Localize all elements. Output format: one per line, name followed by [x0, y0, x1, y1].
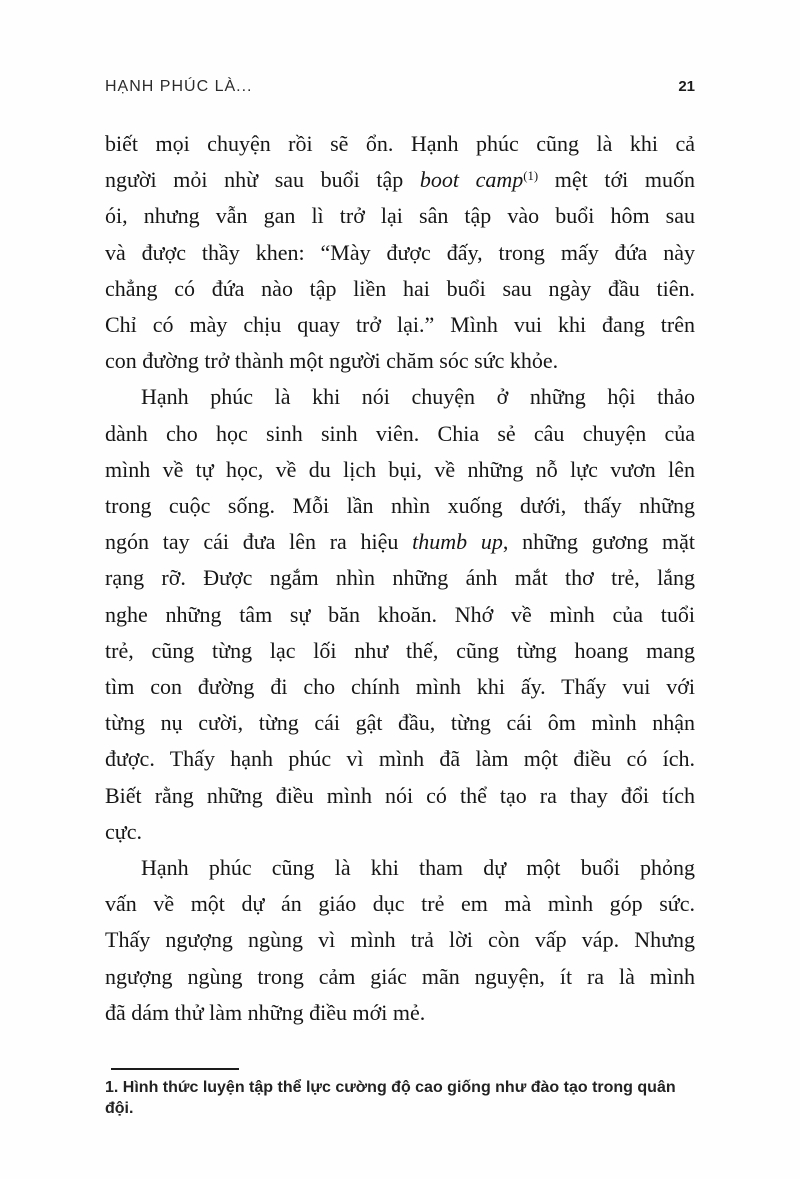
body-line	[105, 741, 695, 777]
footnote-ref: (1)	[523, 169, 539, 184]
text-run: cực.	[105, 818, 142, 844]
text-run: chẳng có đứa nào tập liền hai buổi sau ngày đầu tiên.	[105, 275, 695, 301]
text-run: ngón tay cái đưa lên ra hiệu	[105, 529, 413, 555]
text-run: Chỉ có mày chịu quay trở lại.” Mình vui khi đang trên	[105, 312, 695, 338]
body-line	[105, 416, 695, 452]
text-run: con đường trở thành một người chăm sóc sức khỏe.	[105, 348, 559, 374]
body-line	[105, 524, 695, 560]
text-run: đã dám thử làm những điều mới mẻ.	[105, 999, 426, 1025]
text-run: và được thầy khen: “Mày được đấy, trong mấy đứa này	[105, 239, 695, 265]
text-run: trong cuộc sống. Mỗi lần nhìn xuống dưới, thấy những	[105, 493, 695, 519]
body-line	[105, 886, 695, 922]
text-run: mệt tới muốn	[538, 167, 695, 193]
running-title: HẠNH PHÚC LÀ...	[105, 78, 253, 95]
text-run: , những gương mặt	[502, 529, 695, 555]
body-line	[105, 126, 695, 162]
text-run: dành cho học sinh sinh viên. Chia sẻ câu chuyện của	[105, 420, 695, 446]
body-line	[105, 669, 695, 705]
body-line	[105, 198, 695, 234]
text-run: nghe những tâm sự băn khoăn. Nhớ về mình của tuổi	[105, 601, 695, 627]
page-header	[105, 78, 695, 96]
body-line	[105, 814, 695, 850]
text-run: vấn về một dự án giáo dục trẻ em mà mình góp sức.	[105, 891, 695, 917]
body-line	[105, 959, 695, 995]
text-run: người mỏi nhừ sau buổi tập	[105, 167, 420, 193]
body-line	[105, 488, 695, 524]
text-run: trẻ, cũng từng lạc lối như thế, cũng từng hoang mang	[105, 637, 695, 663]
text-run: ngượng ngùng trong cảm giác mãn nguyện, ít ra là mình	[105, 963, 695, 989]
text-run: biết mọi chuyện rồi sẽ ổn. Hạnh phúc cũng là khi cả	[105, 131, 695, 156]
body-text	[105, 126, 695, 1031]
body-line	[105, 271, 695, 307]
footnote-section	[105, 1068, 695, 1119]
body-line	[105, 922, 695, 958]
page-number: 21	[678, 78, 695, 95]
body-line	[105, 850, 695, 886]
body-line	[105, 162, 695, 198]
italic-phrase: boot camp	[419, 167, 524, 193]
text-run: Thấy ngượng ngùng vì mình trả lời còn vấp váp. Nhưng	[105, 927, 695, 953]
text-run: Biết rằng những điều mình nói có thể tạo ra thay đổi tích	[105, 782, 695, 808]
text-run: được. Thấy hạnh phúc vì mình đã làm một điều có ích.	[105, 746, 695, 772]
body-line	[105, 597, 695, 633]
body-line	[105, 235, 695, 271]
body-line	[105, 705, 695, 741]
italic-phrase: thumb up	[412, 529, 503, 555]
text-run: Hạnh phúc là khi nói chuyện ở những hội thảo	[141, 384, 695, 410]
body-line	[105, 343, 695, 379]
body-line	[105, 633, 695, 669]
text-run: mình về tự học, về du lịch bụi, về những nỗ lực vươn lên	[105, 456, 695, 482]
footnote-separator	[111, 1068, 239, 1070]
text-run: ói, nhưng vẫn gan lì trở lại sân tập vào buổi hôm sau	[105, 203, 695, 229]
text-run: rạng rỡ. Được ngắm nhìn những ánh mắt thơ trẻ, lắng	[105, 565, 695, 591]
text-run: Hạnh phúc cũng là khi tham dự một buổi phỏng	[141, 855, 695, 881]
body-line	[105, 778, 695, 814]
footnote-text: 1. Hình thức luyện tập thể lực cường độ cao giống như đào tạo trong quân đội.	[105, 1079, 676, 1117]
body-line	[105, 379, 695, 415]
body-line	[105, 452, 695, 488]
text-run: tìm con đường đi cho chính mình khi ấy. Thấy vui với	[105, 674, 695, 700]
text-run: từng nụ cười, từng cái gật đầu, từng cái ôm mình nhận	[105, 710, 695, 736]
body-line	[105, 560, 695, 596]
body-line	[105, 995, 695, 1031]
body-line	[105, 307, 695, 343]
